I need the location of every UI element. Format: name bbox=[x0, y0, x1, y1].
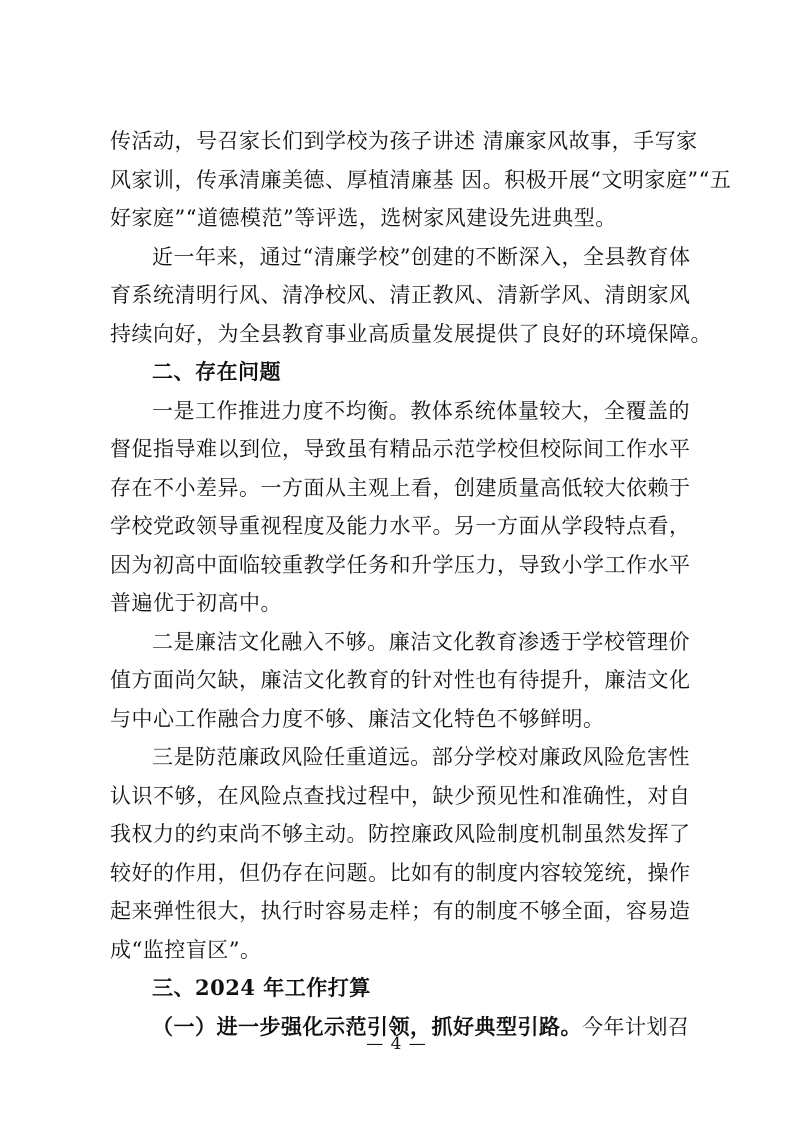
paragraph-line: 督促指导难以到位，导致虽有精品示范学校但校际间工作水平 bbox=[110, 437, 691, 461]
paragraph-line: 二、存在问题 bbox=[152, 359, 281, 384]
paragraph-line: 起来弹性很大，执行时容易走样；有的制度不够全面，容易造 bbox=[110, 899, 691, 923]
paragraph-line: 近一年来，通过“清廉学校”创建的不断深入，全县教育体 bbox=[152, 245, 691, 269]
paragraph-line: 一是工作推进力度不均衡。教体系统体量较大，全覆盖的 bbox=[152, 399, 690, 423]
paragraph-line: 较好的作用，但仍存在问题。比如有的制度内容较笼统，操作 bbox=[110, 861, 691, 885]
sentence-continuation: 今年计划召 bbox=[582, 1015, 690, 1039]
paragraph-line: 值方面尚欠缺，廉洁文化教育的针对性也有待提升，廉洁文化 bbox=[110, 668, 691, 692]
paragraph-line: 传活动，号召家长们到学校为孩子讲述 清廉家风故事，手写家 bbox=[110, 129, 698, 153]
bold-lead-sentence: （一）进一步强化示范引领，抓好典型引路。 bbox=[152, 1014, 582, 1039]
paragraph-line: 因为初高中面临较重教学任务和升学压力，导致小学工作水平 bbox=[110, 553, 691, 577]
paragraph-line: 成“监控盲区”。 bbox=[110, 938, 262, 962]
section-heading: 三、2024 年工作打算 bbox=[152, 975, 371, 1000]
paragraph-line: 认识不够，在风险点查找过程中，缺少预见性和准确性，对自 bbox=[110, 784, 691, 808]
paragraph-line: 育系统清明行风、清净校风、清正教风、清新学风、清朗家风 bbox=[110, 283, 691, 307]
paragraph-line: 三是防范廉政风险任重道远。部分学校对廉政风险危害性 bbox=[152, 745, 690, 769]
paragraph-line: 与中心工作融合力度不够、廉洁文化特色不够鲜明。 bbox=[110, 707, 605, 731]
paragraph-line: 学校党政领导重视程度及能力水平。另一方面从学段特点看， bbox=[110, 514, 691, 538]
paragraph-line: 风家训，传承清廉美德、厚植清廉基 因。积极开展“文明家庭”“五 bbox=[110, 168, 732, 192]
paragraph-line: 普遍优于初高中。 bbox=[110, 591, 282, 615]
page-number: — 4 — bbox=[366, 1034, 427, 1054]
paragraph-line: 我权力的约束尚不够主动。防控廉政风险制度机制虽然发挥了 bbox=[110, 822, 691, 846]
paragraph-line: 存在不小差异。一方面从主观上看，创建质量高低较大依赖于 bbox=[110, 476, 691, 500]
paragraph-line: 好家庭”“道德模范”等评选，选树家风建设先进典型。 bbox=[110, 206, 617, 230]
paragraph-line: 持续向好，为全县教育事业高质量发展提供了良好的环境保障。 bbox=[110, 322, 712, 346]
paragraph-line: 二是廉洁文化融入不够。廉洁文化教育渗透于学校管理价 bbox=[152, 630, 690, 654]
